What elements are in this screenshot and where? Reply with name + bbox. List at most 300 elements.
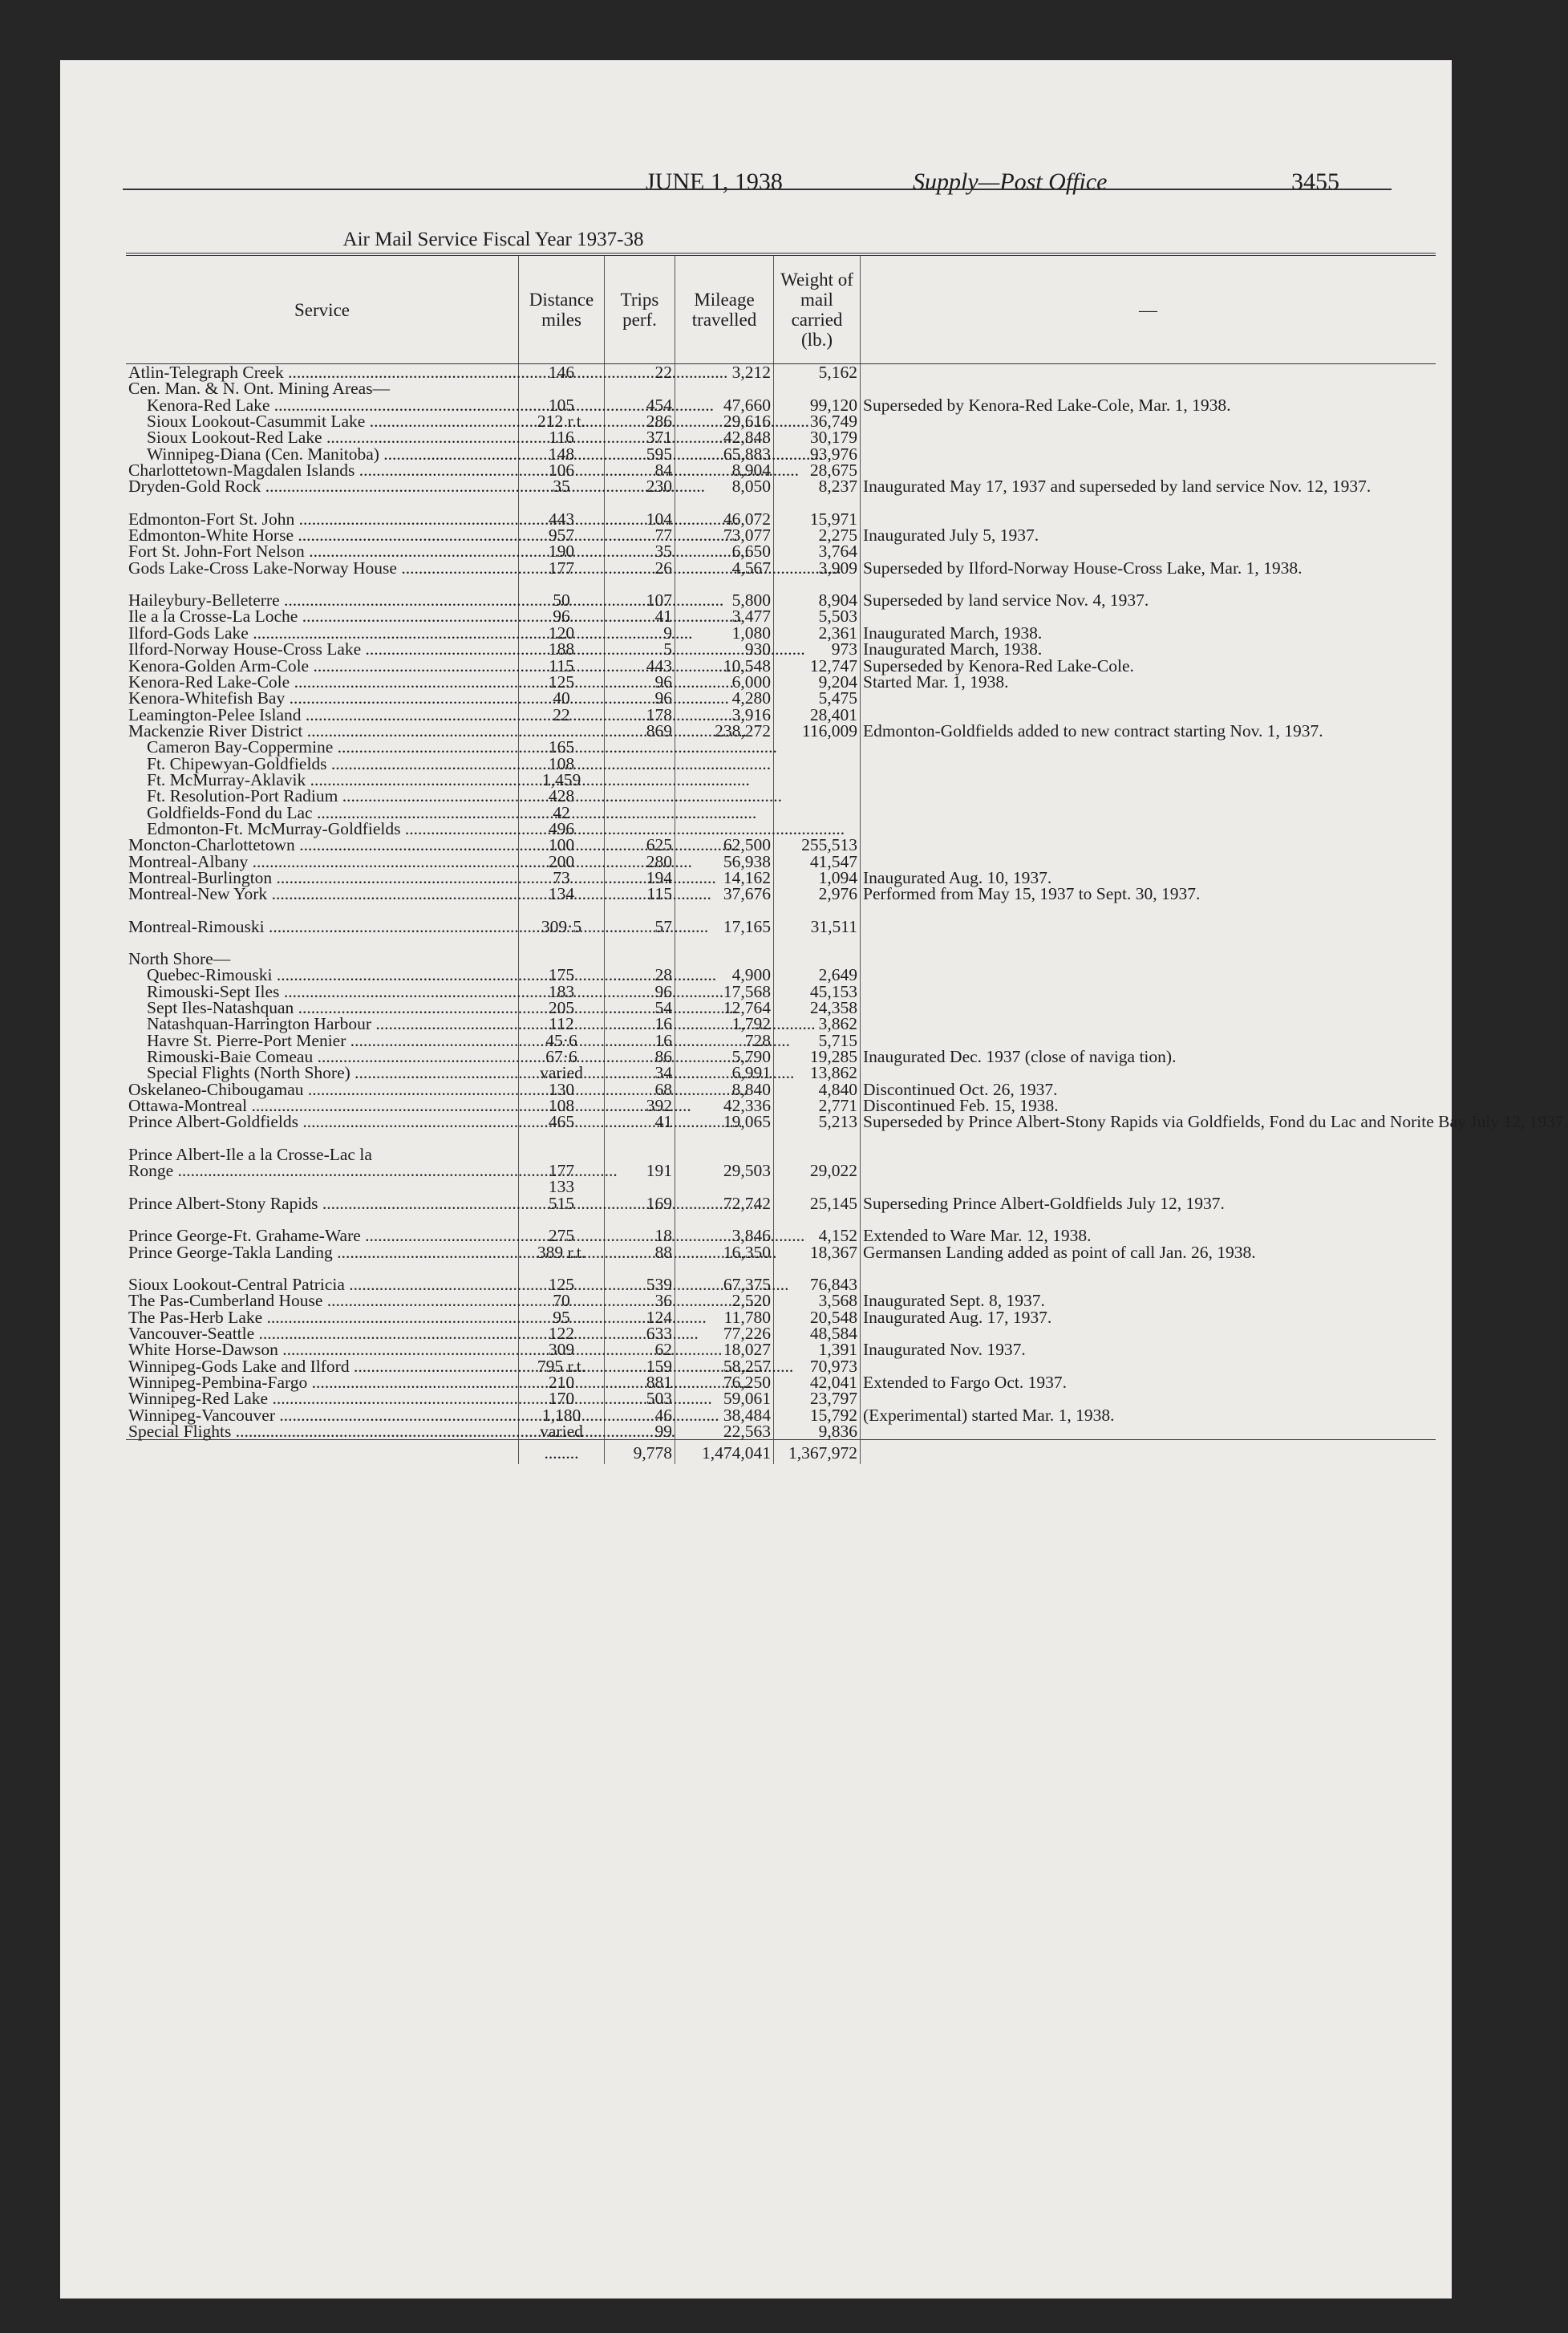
cell-weight: 19,285 xyxy=(774,1049,861,1065)
cell-service: Edmonton-Fort St. John ..... xyxy=(126,511,519,527)
table-row xyxy=(126,446,1436,462)
cell-weight xyxy=(774,756,861,772)
cell-mileage: 65,883 xyxy=(675,446,774,462)
cell-service: Prince George-Ft. Grahame-Ware ..... xyxy=(126,1227,519,1244)
cell-trips: 454 xyxy=(605,397,675,413)
cell-trips: 9 xyxy=(605,625,675,641)
cell-trips: 34 xyxy=(605,1065,675,1081)
cell-remark xyxy=(861,1423,1436,1440)
table-row xyxy=(126,854,1436,870)
cell-mileage: 72,742 xyxy=(675,1195,774,1211)
cell-remark xyxy=(861,1276,1436,1292)
cell-distance: 210 xyxy=(519,1374,605,1390)
cell-service: Prince Albert-Ile a la Crosse-Lac la xyxy=(128,1144,372,1164)
column-header-mileage: Mileage travelled xyxy=(675,254,774,364)
cell-service: Ronge ..... xyxy=(126,1162,519,1179)
cell-trips: 22 xyxy=(605,364,675,381)
document-page xyxy=(60,60,1568,2299)
cell-trips: 194 xyxy=(605,870,675,886)
cell-mileage: 17,165 xyxy=(675,919,774,935)
cell-remark xyxy=(861,854,1436,870)
cell-service: Special Flights (North Shore) ..... xyxy=(126,1065,519,1081)
table-row xyxy=(126,1292,1436,1309)
cell-distance: 389 r.t. xyxy=(519,1244,605,1260)
cell-weight xyxy=(774,772,861,788)
cell-distance: 125 xyxy=(519,674,605,690)
cell-mileage: 67,375 xyxy=(675,1276,774,1292)
cell-service: Edmonton-Ft. McMurray-Goldfields ..... xyxy=(126,821,519,837)
cell-trips: 28 xyxy=(605,967,675,983)
cell-weight: 12,747 xyxy=(774,658,861,674)
row-spacer xyxy=(126,903,1436,919)
cell-service: Ile a la Crosse-La Loche ..... xyxy=(126,608,519,624)
cell-service: Sioux Lookout-Red Lake ..... xyxy=(126,429,519,445)
cell-weight: 9,204 xyxy=(774,674,861,690)
cell-service: Vancouver-Seattle ..... xyxy=(126,1325,519,1341)
cell-service: Sioux Lookout-Casummit Lake ..... xyxy=(126,413,519,429)
cell-distance: 465 xyxy=(519,1114,605,1130)
table-row xyxy=(126,919,1436,935)
cell-remark xyxy=(861,608,1436,624)
cell-trips: 191 xyxy=(605,1162,675,1179)
cell-weight xyxy=(774,1179,861,1195)
cell-mileage: 4,567 xyxy=(675,560,774,576)
cell-distance: 148 xyxy=(519,446,605,462)
cell-service: Montreal-Burlington ..... xyxy=(126,870,519,886)
cell-service: Winnipeg-Diana (Cen. Manitoba) ..... xyxy=(126,446,519,462)
cell-trips: 443 xyxy=(605,658,675,674)
cell-distance: 70 xyxy=(519,1292,605,1309)
cell-mileage: 42,848 xyxy=(675,429,774,445)
table-row xyxy=(126,1000,1436,1016)
cell-mileage: 18,027 xyxy=(675,1341,774,1357)
cell-distance: 115 xyxy=(519,658,605,674)
cell-service: Edmonton-White Horse ..... xyxy=(126,527,519,543)
cell-distance xyxy=(519,380,605,396)
cell-trips: 107 xyxy=(605,592,675,608)
cell-remark: Superseded by Kenora-Red Lake-Cole. xyxy=(861,658,1436,674)
cell-distance: 40 xyxy=(519,690,605,706)
table-row xyxy=(126,1016,1436,1032)
cell-weight: 116,009 xyxy=(774,723,861,739)
cell-remark xyxy=(861,462,1436,478)
cell-distance: 120 xyxy=(519,625,605,641)
cell-weight: 5,503 xyxy=(774,608,861,624)
cell-remark xyxy=(861,413,1436,429)
cell-weight: 23,797 xyxy=(774,1390,861,1406)
table-row xyxy=(126,1309,1436,1325)
cell-remark: Superseded by land service Nov. 4, 1937. xyxy=(861,592,1436,608)
cell-trips: 84 xyxy=(605,462,675,478)
cell-service: Kenora-Whitefish Bay ..... xyxy=(126,690,519,706)
cell-mileage: 3,477 xyxy=(675,608,774,624)
cell-trips: 371 xyxy=(605,429,675,445)
cell-distance: 73 xyxy=(519,870,605,886)
cell-distance: 42 xyxy=(519,805,605,821)
table-row xyxy=(126,967,1436,983)
cell-remark xyxy=(861,984,1436,1000)
cell-remark xyxy=(861,429,1436,445)
cell-distance: 146 xyxy=(519,364,605,381)
cell-remark xyxy=(861,1325,1436,1341)
cell-weight: 2,976 xyxy=(774,886,861,902)
cell-trips: 115 xyxy=(605,886,675,902)
cell-remark xyxy=(861,1162,1436,1179)
table-row xyxy=(126,674,1436,690)
table-row xyxy=(126,1423,1436,1440)
cell-distance: 183 xyxy=(519,984,605,1000)
table-row xyxy=(126,870,1436,886)
cell-mileage: 59,061 xyxy=(675,1390,774,1406)
cell-mileage: 77,226 xyxy=(675,1325,774,1341)
totals-label xyxy=(126,1440,519,1465)
cell-distance: 795 r.t. xyxy=(519,1358,605,1374)
table-row xyxy=(126,1227,1436,1244)
cell-trips: 881 xyxy=(605,1374,675,1390)
cell-mileage: 58,257 xyxy=(675,1358,774,1374)
table-row xyxy=(126,739,1436,755)
cell-mileage: 8,904 xyxy=(675,462,774,478)
cell-trips: 54 xyxy=(605,1000,675,1016)
cell-weight: 5,213 xyxy=(774,1114,861,1130)
cell-distance: 275 xyxy=(519,1227,605,1244)
cell-mileage: 76,250 xyxy=(675,1374,774,1390)
cell-remark: Inaugurated March, 1938. xyxy=(861,625,1436,641)
cell-remark xyxy=(861,756,1436,772)
cell-remark: (Experimental) started Mar. 1, 1938. xyxy=(861,1407,1436,1423)
table-row xyxy=(126,1195,1436,1211)
cell-distance: 134 xyxy=(519,886,605,902)
cell-service: Special Flights ..... xyxy=(126,1423,519,1440)
table-row xyxy=(126,364,1436,381)
cell-weight: 20,548 xyxy=(774,1309,861,1325)
cell-distance: 125 xyxy=(519,1276,605,1292)
table-row xyxy=(126,886,1436,902)
header-date: JUNE 1, 1938 xyxy=(646,168,783,195)
cell-mileage: 10,548 xyxy=(675,658,774,674)
cell-mileage: 47,660 xyxy=(675,397,774,413)
table-row xyxy=(126,788,1436,804)
cell-distance: 170 xyxy=(519,1390,605,1406)
cell-mileage: 29,503 xyxy=(675,1162,774,1179)
column-header-trips: Trips perf. xyxy=(605,254,675,364)
cell-remark xyxy=(861,1358,1436,1374)
cell-service: Ft. Chipewyan-Goldfields ..... xyxy=(126,756,519,772)
cell-mileage: 1,080 xyxy=(675,625,774,641)
table-row xyxy=(126,1276,1436,1292)
cell-distance: 957 xyxy=(519,527,605,543)
cell-weight: 42,041 xyxy=(774,1374,861,1390)
table-header-row xyxy=(126,254,1436,364)
cell-distance: 100 xyxy=(519,837,605,853)
cell-distance: varied xyxy=(519,1423,605,1440)
cell-trips: 169 xyxy=(605,1195,675,1211)
cell-weight: 18,367 xyxy=(774,1244,861,1260)
cell-remark: Extended to Ware Mar. 12, 1938. xyxy=(861,1227,1436,1244)
table-row xyxy=(126,641,1436,657)
table-row xyxy=(126,608,1436,624)
table-row xyxy=(126,543,1436,559)
cell-service: Sioux Lookout-Central Patricia ..... xyxy=(126,1276,519,1292)
cell-service: The Pas-Herb Lake ..... xyxy=(126,1309,519,1325)
cell-service: Mackenzie River District ..... xyxy=(126,723,519,739)
cell-trips: 68 xyxy=(605,1081,675,1098)
cell-mileage: 5,800 xyxy=(675,592,774,608)
cell-distance: 106 xyxy=(519,462,605,478)
cell-weight: 8,904 xyxy=(774,592,861,608)
cell-mileage: 62,500 xyxy=(675,837,774,853)
cell-trips xyxy=(605,380,675,396)
cell-trips: 62 xyxy=(605,1341,675,1357)
cell-weight: 5,475 xyxy=(774,690,861,706)
cell-distance: 200 xyxy=(519,854,605,870)
cell-mileage: 2,520 xyxy=(675,1292,774,1309)
cell-mileage: 19,065 xyxy=(675,1114,774,1130)
cell-mileage: 46,072 xyxy=(675,511,774,527)
cell-trips: 88 xyxy=(605,1244,675,1260)
cell-trips: 96 xyxy=(605,674,675,690)
cell-weight: 1,391 xyxy=(774,1341,861,1357)
totals-remark xyxy=(861,1440,1436,1465)
cell-trips: 178 xyxy=(605,707,675,723)
cell-distance: 108 xyxy=(519,756,605,772)
cell-distance: 35 xyxy=(519,478,605,494)
cell-weight xyxy=(774,805,861,821)
cell-distance: 133 xyxy=(519,1179,605,1195)
table-row xyxy=(126,723,1436,739)
table-row xyxy=(126,1114,1436,1130)
cell-trips: 18 xyxy=(605,1227,675,1244)
cell-trips: 286 xyxy=(605,413,675,429)
table-row xyxy=(126,1146,1436,1162)
cell-service: Dryden-Gold Rock ..... xyxy=(126,478,519,494)
cell-distance: 122 xyxy=(519,1325,605,1341)
cell-remark: Discontinued Feb. 15, 1938. xyxy=(861,1098,1436,1114)
table-row xyxy=(126,805,1436,821)
cell-distance: 105 xyxy=(519,397,605,413)
cell-distance: varied xyxy=(519,1065,605,1081)
cell-service: Moncton-Charlottetown ..... xyxy=(126,837,519,853)
cell-mileage: 8,840 xyxy=(675,1081,774,1098)
cell-weight: 41,547 xyxy=(774,854,861,870)
cell-weight: 25,145 xyxy=(774,1195,861,1211)
cell-mileage: 42,336 xyxy=(675,1098,774,1114)
cell-distance xyxy=(519,951,605,967)
cell-trips: 96 xyxy=(605,690,675,706)
table-title: Air Mail Service Fiscal Year 1937-38 xyxy=(342,229,644,250)
cell-remark xyxy=(861,446,1436,462)
cell-service: Ilford-Gods Lake ..... xyxy=(126,625,519,641)
cell-mileage: 73,077 xyxy=(675,527,774,543)
cell-weight: 2,649 xyxy=(774,967,861,983)
cell-service: Ft. McMurray-Aklavik ..... xyxy=(126,772,519,788)
cell-trips xyxy=(605,1146,675,1162)
cell-weight xyxy=(774,739,861,755)
cell-trips: 159 xyxy=(605,1358,675,1374)
column-header-weight: Weight of mail carried (lb.) xyxy=(774,254,861,364)
cell-service: Fort St. John-Fort Nelson ..... xyxy=(126,543,519,559)
cell-weight: 36,749 xyxy=(774,413,861,429)
cell-remark xyxy=(861,1065,1436,1081)
cell-distance: 309·5 xyxy=(519,919,605,935)
table-row xyxy=(126,837,1436,853)
table-row xyxy=(126,397,1436,413)
row-spacer xyxy=(126,576,1436,592)
table-row xyxy=(126,658,1436,674)
cell-service: North Shore— xyxy=(128,949,231,968)
cell-remark: Discontinued Oct. 26, 1937. xyxy=(861,1081,1436,1098)
table-row xyxy=(126,511,1436,527)
cell-trips: 230 xyxy=(605,478,675,494)
cell-service: Ilford-Norway House-Cross Lake ..... xyxy=(126,641,519,657)
cell-remark xyxy=(861,837,1436,853)
cell-remark: Started Mar. 1, 1938. xyxy=(861,674,1436,690)
column-header-distance: Distance miles xyxy=(519,254,605,364)
cell-remark: Inaugurated Dec. 1937 (close of naviga tion). xyxy=(861,1049,1436,1065)
table-row xyxy=(126,380,1436,396)
cell-distance: 1,180 xyxy=(519,1407,605,1423)
cell-mileage xyxy=(675,1179,774,1195)
cell-distance: 96 xyxy=(519,608,605,624)
cell-service: The Pas-Cumberland House ..... xyxy=(126,1292,519,1309)
cell-remark: Inaugurated July 5, 1937. xyxy=(861,527,1436,543)
cell-service: Atlin-Telegraph Creek ..... xyxy=(126,364,519,381)
table-row xyxy=(126,951,1436,967)
cell-distance: 22 xyxy=(519,707,605,723)
cell-weight: 3,568 xyxy=(774,1292,861,1309)
cell-trips: 16 xyxy=(605,1033,675,1049)
cell-remark: Extended to Fargo Oct. 1937. xyxy=(861,1374,1436,1390)
cell-weight: 3,909 xyxy=(774,560,861,576)
cell-weight: 5,715 xyxy=(774,1033,861,1049)
table-row xyxy=(126,1098,1436,1114)
cell-service: Rimouski-Sept Iles ..... xyxy=(126,984,519,1000)
cell-remark: Performed from May 15, 1937 to Sept. 30, 1937. xyxy=(861,886,1436,902)
row-spacer xyxy=(126,935,1436,951)
cell-service: Charlottetown-Magdalen Islands ..... xyxy=(126,462,519,478)
cell-trips: 46 xyxy=(605,1407,675,1423)
cell-remark xyxy=(861,1146,1436,1162)
cell-service: Oskelaneo-Chibougamau ..... xyxy=(126,1081,519,1098)
cell-trips: 41 xyxy=(605,608,675,624)
cell-mileage: 29,616 xyxy=(675,413,774,429)
cell-weight: 70,973 xyxy=(774,1358,861,1374)
cell-remark: Inaugurated March, 1938. xyxy=(861,641,1436,657)
cell-mileage: 56,938 xyxy=(675,854,774,870)
cell-weight: 973 xyxy=(774,641,861,657)
table-row xyxy=(126,1390,1436,1406)
cell-service: Gods Lake-Cross Lake-Norway House ..... xyxy=(126,560,519,576)
cell-weight: 4,152 xyxy=(774,1227,861,1244)
cell-distance: 177 xyxy=(519,560,605,576)
cell-weight: 93,976 xyxy=(774,446,861,462)
cell-service: Leamington-Pelee Island ..... xyxy=(126,707,519,723)
cell-remark: Inaugurated May 17, 1937 and superseded by land service Nov. 12, 1937. xyxy=(861,478,1436,494)
cell-distance: 45·6 xyxy=(519,1033,605,1049)
table-row xyxy=(126,478,1436,494)
cell-remark xyxy=(861,543,1436,559)
cell-weight: 24,358 xyxy=(774,1000,861,1016)
cell-mileage: 16,350 xyxy=(675,1244,774,1260)
cell-weight: 8,237 xyxy=(774,478,861,494)
cell-remark: Germansen Landing added as point of call Jan. 26, 1938. xyxy=(861,1244,1436,1260)
cell-trips xyxy=(605,1179,675,1195)
cell-weight xyxy=(774,380,861,396)
cell-service: Ft. Resolution-Port Radium ..... xyxy=(126,788,519,804)
cell-service: Goldfields-Fond du Lac ..... xyxy=(126,805,519,821)
cell-service: Montreal-Rimouski ..... xyxy=(126,919,519,935)
cell-trips: 86 xyxy=(605,1049,675,1065)
cell-service: Kenora-Red Lake ..... xyxy=(126,397,519,413)
table-row xyxy=(126,429,1436,445)
cell-remark xyxy=(861,690,1436,706)
cell-mileage: 37,676 xyxy=(675,886,774,902)
cell-mileage: 1,792 xyxy=(675,1016,774,1032)
totals-row xyxy=(126,1440,1436,1465)
cell-mileage xyxy=(675,1146,774,1162)
total-trips: 9,778 xyxy=(605,1440,675,1465)
cell-weight: 28,401 xyxy=(774,707,861,723)
cell-weight: 3,862 xyxy=(774,1016,861,1032)
cell-mileage: 6,000 xyxy=(675,674,774,690)
cell-trips: 503 xyxy=(605,1390,675,1406)
cell-remark xyxy=(861,1016,1436,1032)
table-row xyxy=(126,1341,1436,1357)
cell-weight: 30,179 xyxy=(774,429,861,445)
cell-mileage: 17,568 xyxy=(675,984,774,1000)
table-row xyxy=(126,462,1436,478)
table-row xyxy=(126,1049,1436,1065)
table-row xyxy=(126,1065,1436,1081)
cell-weight: 99,120 xyxy=(774,397,861,413)
table-row xyxy=(126,1358,1436,1374)
cell-service: Havre St. Pierre-Port Menier ..... xyxy=(126,1033,519,1049)
cell-mileage: 930 xyxy=(675,641,774,657)
cell-trips: 36 xyxy=(605,1292,675,1309)
cell-weight: 3,764 xyxy=(774,543,861,559)
cell-distance: 443 xyxy=(519,511,605,527)
cell-weight: 15,971 xyxy=(774,511,861,527)
total-mileage: 1,474,041 xyxy=(675,1440,774,1465)
table-row xyxy=(126,690,1436,706)
row-spacer xyxy=(126,1260,1436,1276)
cell-trips: 41 xyxy=(605,1114,675,1130)
cell-service: Quebec-Rimouski ..... xyxy=(126,967,519,983)
cell-service: Kenora-Red Lake-Cole ..... xyxy=(126,674,519,690)
cell-distance: 130 xyxy=(519,1081,605,1098)
cell-mileage: 6,650 xyxy=(675,543,774,559)
table-row xyxy=(126,413,1436,429)
cell-service: Rimouski-Baie Comeau ..... xyxy=(126,1049,519,1065)
cell-service: Cameron Bay-Coppermine ..... xyxy=(126,739,519,755)
cell-service: Kenora-Golden Arm-Cole ..... xyxy=(126,658,519,674)
cell-weight: 2,275 xyxy=(774,527,861,543)
page-number: 3455 xyxy=(1291,168,1339,195)
table-row xyxy=(126,527,1436,543)
cell-remark: Inaugurated Sept. 8, 1937. xyxy=(861,1292,1436,1309)
cell-mileage: 5,790 xyxy=(675,1049,774,1065)
cell-remark xyxy=(861,1179,1436,1195)
cell-mileage: 22,563 xyxy=(675,1423,774,1440)
cell-distance: 496 xyxy=(519,821,605,837)
cell-remark: Superseded by Ilford-Norway House-Cross Lake, Mar. 1, 1938. xyxy=(861,560,1436,576)
cell-remark xyxy=(861,772,1436,788)
cell-weight: 28,675 xyxy=(774,462,861,478)
cell-mileage: 14,162 xyxy=(675,870,774,886)
cell-distance xyxy=(519,1146,605,1162)
table-row xyxy=(126,1033,1436,1049)
cell-weight: 2,771 xyxy=(774,1098,861,1114)
